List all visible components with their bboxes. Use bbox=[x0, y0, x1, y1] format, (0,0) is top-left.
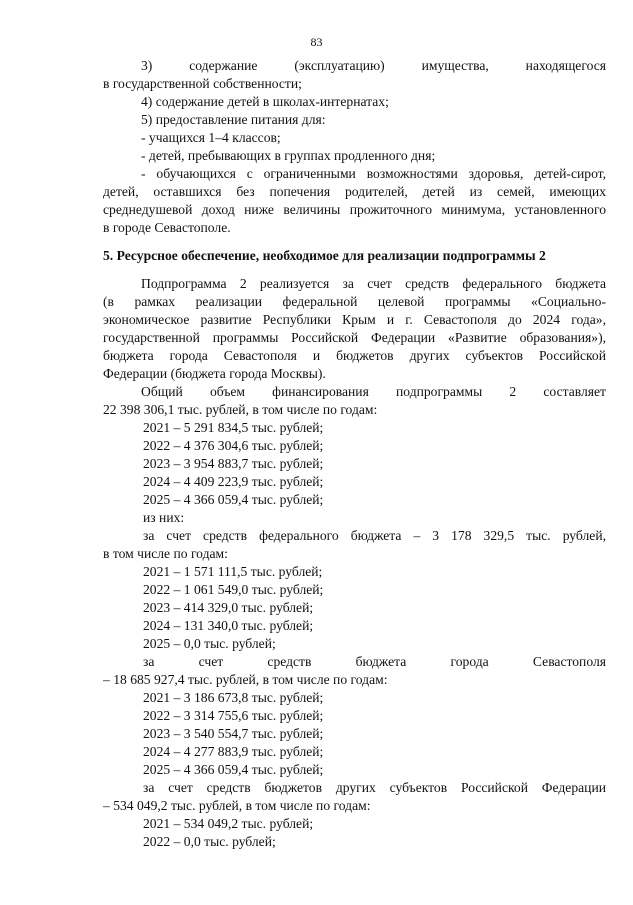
intro-line-6: Федерации (бюджета города Москвы). bbox=[103, 366, 326, 381]
intro-line-1: Подпрограмма 2 реализуется за счет средств федерального бюджета bbox=[141, 276, 606, 291]
total-year-2023: 2023 – 3 954 883,7 тыс. рублей; bbox=[143, 456, 324, 471]
federal-year-2022: 2022 – 1 061 549,0 тыс. рублей; bbox=[143, 582, 324, 597]
dash-item-3-line-3: среднедушевой доход ниже величины прожиточного минимума, установленного bbox=[103, 202, 606, 217]
sevastopol-year-2022: 2022 – 3 314 755,6 тыс. рублей; bbox=[143, 708, 324, 723]
federal-year-2025: 2025 – 0,0 тыс. рублей; bbox=[143, 636, 276, 651]
federal-year-2021: 2021 – 1 571 111,5 тыс. рублей; bbox=[143, 564, 323, 579]
sevastopol-line-1: за счет средств бюджета города Севастополя bbox=[143, 654, 606, 669]
sevastopol-year-2024: 2024 – 4 277 883,9 тыс. рублей; bbox=[143, 744, 324, 759]
other-subjects-year-2022: 2022 – 0,0 тыс. рублей; bbox=[143, 834, 276, 849]
total-year-2024: 2024 – 4 409 223,9 тыс. рублей; bbox=[143, 474, 324, 489]
item-5: 5) предоставление питания для: bbox=[141, 112, 326, 127]
sevastopol-year-2023: 2023 – 3 540 554,7 тыс. рублей; bbox=[143, 726, 324, 741]
item-3-line-2: в государственной собственности; bbox=[103, 76, 302, 91]
federal-line-1: за счет средств федерального бюджета – 3 178 329,5 тыс. рублей, bbox=[143, 528, 606, 543]
intro-line-2: (в рамках реализации федеральной целевой программы «Социально- bbox=[103, 294, 606, 309]
dash-item-3-line-2: детей, оставшихся без попечения родителей, детей из семей, имеющих bbox=[103, 184, 606, 199]
item-4: 4) содержание детей в школах-интернатах; bbox=[141, 94, 389, 109]
total-line-1: Общий объем финансирования подпрограммы 2 составляет bbox=[141, 384, 606, 399]
dash-item-2: - детей, пребывающих в группах продленного дня; bbox=[141, 148, 436, 163]
of-them-label: из них: bbox=[143, 510, 185, 525]
dash-item-3-line-1: - обучающихся с ограниченными возможностями здоровья, детей-сирот, bbox=[141, 166, 606, 181]
sevastopol-line-2: – 18 685 927,4 тыс. рублей, в том числе по годам: bbox=[103, 672, 388, 687]
other-subjects-year-2021: 2021 – 534 049,2 тыс. рублей; bbox=[143, 816, 314, 831]
total-year-2021: 2021 – 5 291 834,5 тыс. рублей; bbox=[143, 420, 324, 435]
dash-item-3-line-4: в городе Севастополе. bbox=[103, 220, 231, 235]
dash-item-1: - учащихся 1–4 классов; bbox=[141, 130, 281, 145]
item-3-line-1: 3) содержание (эксплуатацию) имущества, находящегося bbox=[141, 58, 606, 73]
federal-year-2024: 2024 – 131 340,0 тыс. рублей; bbox=[143, 618, 314, 633]
total-year-2022: 2022 – 4 376 304,6 тыс. рублей; bbox=[143, 438, 324, 453]
intro-line-5: бюджета города Севастополя и бюджетов других субъектов Российской bbox=[103, 348, 606, 363]
document-body bbox=[103, 57, 606, 851]
section-heading: 5. Ресурсное обеспечение, необходимое для реализации подпрограммы 2 bbox=[103, 248, 546, 263]
sevastopol-year-2021: 2021 – 3 186 673,8 тыс. рублей; bbox=[143, 690, 324, 705]
federal-year-2023: 2023 – 414 329,0 тыс. рублей; bbox=[143, 600, 314, 615]
total-year-2025: 2025 – 4 366 059,4 тыс. рублей; bbox=[143, 492, 324, 507]
other-subjects-line-1: за счет средств бюджетов других субъектов Российской Федерации bbox=[143, 780, 606, 795]
sevastopol-year-2025: 2025 – 4 366 059,4 тыс. рублей; bbox=[143, 762, 324, 777]
other-subjects-line-2: – 534 049,2 тыс. рублей, в том числе по годам: bbox=[103, 798, 371, 813]
federal-line-2: в том числе по годам: bbox=[103, 546, 228, 561]
intro-line-3: экономическое развитие Республики Крым и г. Севастополя до 2024 года», bbox=[103, 312, 606, 327]
intro-line-4: государственной программы Российской Федерации «Развитие образования»), bbox=[103, 330, 606, 345]
total-line-2: 22 398 306,1 тыс. рублей, в том числе по годам: bbox=[103, 402, 378, 417]
page-number: 83 bbox=[310, 35, 323, 49]
